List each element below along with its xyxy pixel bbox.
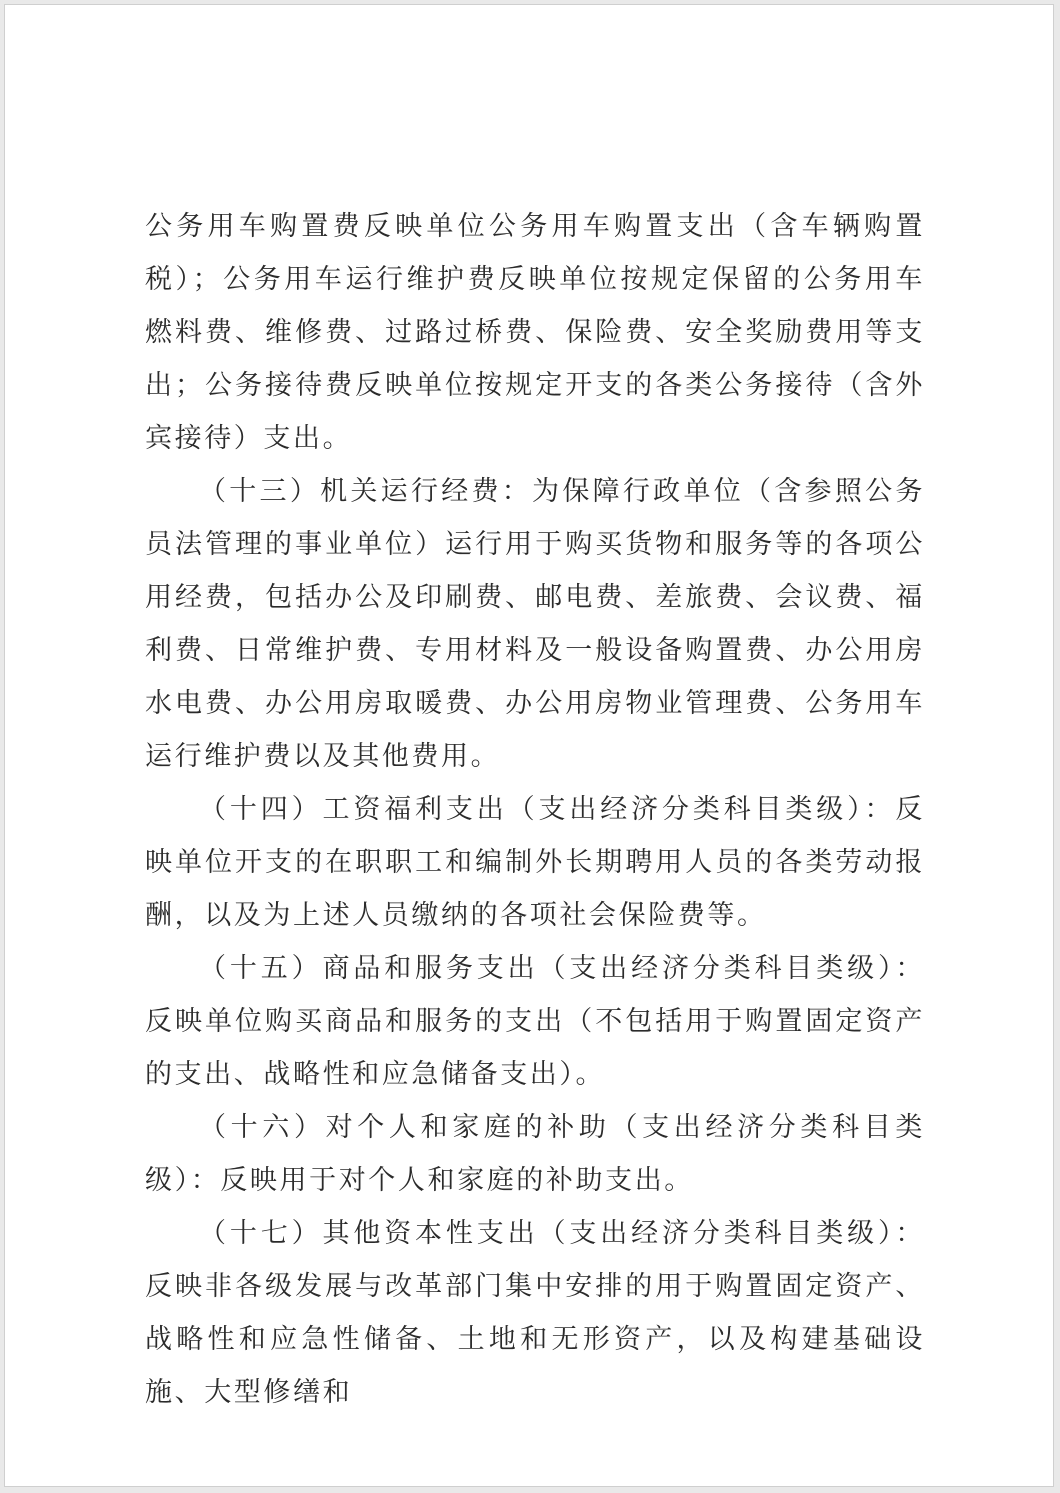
paragraph-vehicle-costs: 公务用车购置费反映单位公务用车购置支出（含车辆购置税）；公务用车运行维护费反映单位按规定保留的公务用车燃料费、维修费、过路过桥费、保险费、安全奖励费用等支出；公务接待费反映单位按规定开支的各类公务接待（含外宾接待）支出。 xyxy=(145,211,925,454)
paragraph-item-17: （十七）其他资本性支出（支出经济分类科目类级）：反映非各级发展与改革部门集中安排的用于购置固定资产、战略性和应急性储备、土地和无形资产，以及构建基础设施、大型修缮和 xyxy=(145,1218,925,1408)
document-page xyxy=(4,4,1054,1487)
paragraph-item-16: （十六）对个人和家庭的补助（支出经济分类科目类级）：反映用于对个人和家庭的补助支出。 xyxy=(145,1112,925,1196)
paragraph-item-13: （十三）机关运行经费：为保障行政单位（含参照公务员法管理的事业单位）运行用于购买货物和服务等的各项公用经费，包括办公及印刷费、邮电费、差旅费、会议费、福利费、日常维护费、专用材料及一般设备购置费、办公用房水电费、办公用房取暖费、办公用房物业管理费、公务用车运行维护费以及其他费用。 xyxy=(145,476,925,772)
paragraph-item-14: （十四）工资福利支出（支出经济分类科目类级）：反映单位开支的在职职工和编制外长期聘用人员的各类劳动报酬，以及为上述人员缴纳的各项社会保险费等。 xyxy=(145,794,925,931)
document-body xyxy=(145,200,925,1419)
paragraph-item-15: （十五）商品和服务支出（支出经济分类科目类级）：反映单位购买商品和服务的支出（不包括用于购置固定资产的支出、战略性和应急储备支出）。 xyxy=(145,953,925,1090)
